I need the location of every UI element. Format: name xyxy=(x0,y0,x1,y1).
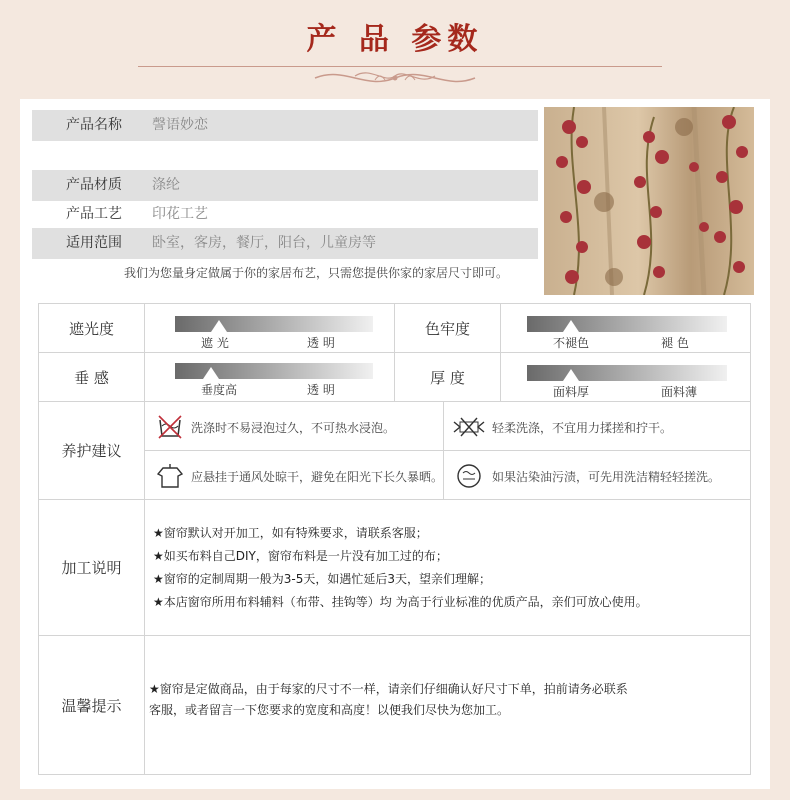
spec-value: 印花工艺 xyxy=(152,206,208,222)
dry-clean-icon xyxy=(456,463,482,489)
care-text: 应悬挂于通风处晾干，避免在阳光下长久暴晒。 xyxy=(191,470,444,484)
shading-bar xyxy=(175,316,373,332)
spec-row-craft xyxy=(32,199,538,230)
reminder-line: 客服，或者留言一下您要求的宽度和高度！以便我们尽快为您加工。 xyxy=(149,703,510,717)
drape-right-label: 透 明 xyxy=(307,383,335,397)
spec-value: 卧室，客房，餐厅，阳台，儿童房等 xyxy=(152,235,376,251)
shading-marker xyxy=(211,320,227,332)
processing-line: ★窗帘的定制周期一般为3-5天，如遇忙延后3天，望亲们理解； xyxy=(153,572,491,586)
fastness-label: 色牢度 xyxy=(394,303,501,353)
fastness-left-label: 不褪色 xyxy=(553,336,590,350)
spec-row-scope xyxy=(32,228,538,259)
custom-size-note: 我们为您量身定做属于你的家居布艺，只需您提供你家的家居尺寸即可。 xyxy=(124,266,509,280)
spec-value: 謦语妙恋 xyxy=(152,117,208,133)
curtain-fabric-photo xyxy=(544,107,754,295)
spec-label: 产品名称 xyxy=(66,117,122,133)
processing-line: ★如买布料自己DIY，窗帘布料是一片没有加工过的布； xyxy=(153,549,448,563)
fastness-scale xyxy=(500,303,751,353)
care-text: 洗涤时不易浸泡过久，不可热水浸泡。 xyxy=(191,421,396,435)
spec-label: 产品工艺 xyxy=(66,206,122,222)
drape-marker xyxy=(203,367,219,379)
spec-row-name xyxy=(32,110,538,141)
shading-scale xyxy=(144,303,395,353)
shading-label: 遮光度 xyxy=(38,303,145,353)
spec-label: 适用范围 xyxy=(66,235,122,251)
processing-line: ★窗帘默认对开加工，如有特殊要求，请联系客服； xyxy=(153,526,428,540)
thickness-right-label: 面料薄 xyxy=(661,385,698,399)
parameter-table xyxy=(38,303,751,775)
thickness-marker xyxy=(563,369,579,381)
care-item xyxy=(144,450,444,500)
care-label: 养护建议 xyxy=(38,401,145,500)
thickness-left-label: 面料厚 xyxy=(553,385,590,399)
shading-right-label: 透 明 xyxy=(307,336,335,350)
hang-dry-icon xyxy=(157,463,183,489)
no-wring-icon xyxy=(452,416,486,438)
processing-notes xyxy=(144,499,751,636)
care-text: 轻柔洗涤，不宜用力揉搓和拧干。 xyxy=(492,421,673,435)
fastness-bar xyxy=(527,316,727,332)
spec-label: 产品材质 xyxy=(66,177,122,193)
reminder-line: ★窗帘是定做商品，由于每家的尺寸不一样，请亲们仔细确认好尺寸下单，拍前请务必联系 xyxy=(149,682,628,696)
no-soak-icon xyxy=(157,414,183,440)
thickness-label: 厚 度 xyxy=(394,352,501,402)
reminder-notes xyxy=(144,635,751,775)
thickness-scale xyxy=(500,352,751,402)
fastness-marker xyxy=(563,320,579,332)
flourish-ornament-icon xyxy=(305,64,485,92)
drape-label: 垂 感 xyxy=(38,352,145,402)
reminder-label: 温馨提示 xyxy=(38,635,145,775)
care-item xyxy=(443,450,751,500)
thickness-bar xyxy=(527,365,727,381)
drape-scale xyxy=(144,352,395,402)
processing-line: ★本店窗帘所用布料辅料（布带、挂钩等）均 为高于行业标准的优质产品，亲们可放心使用。 xyxy=(153,595,648,609)
processing-label: 加工说明 xyxy=(38,499,145,636)
shading-left-label: 遮 光 xyxy=(201,336,229,350)
fastness-right-label: 褪 色 xyxy=(661,336,689,350)
page-title: 产 品 参数 xyxy=(306,22,484,57)
care-item xyxy=(144,401,444,451)
care-text: 如果沾染油污渍，可先用洗洁精轻轻搓洗。 xyxy=(492,470,721,484)
care-item xyxy=(443,401,751,451)
spec-row-material xyxy=(32,170,538,201)
spec-value: 涤纶 xyxy=(152,177,180,193)
drape-left-label: 垂度高 xyxy=(201,383,238,397)
